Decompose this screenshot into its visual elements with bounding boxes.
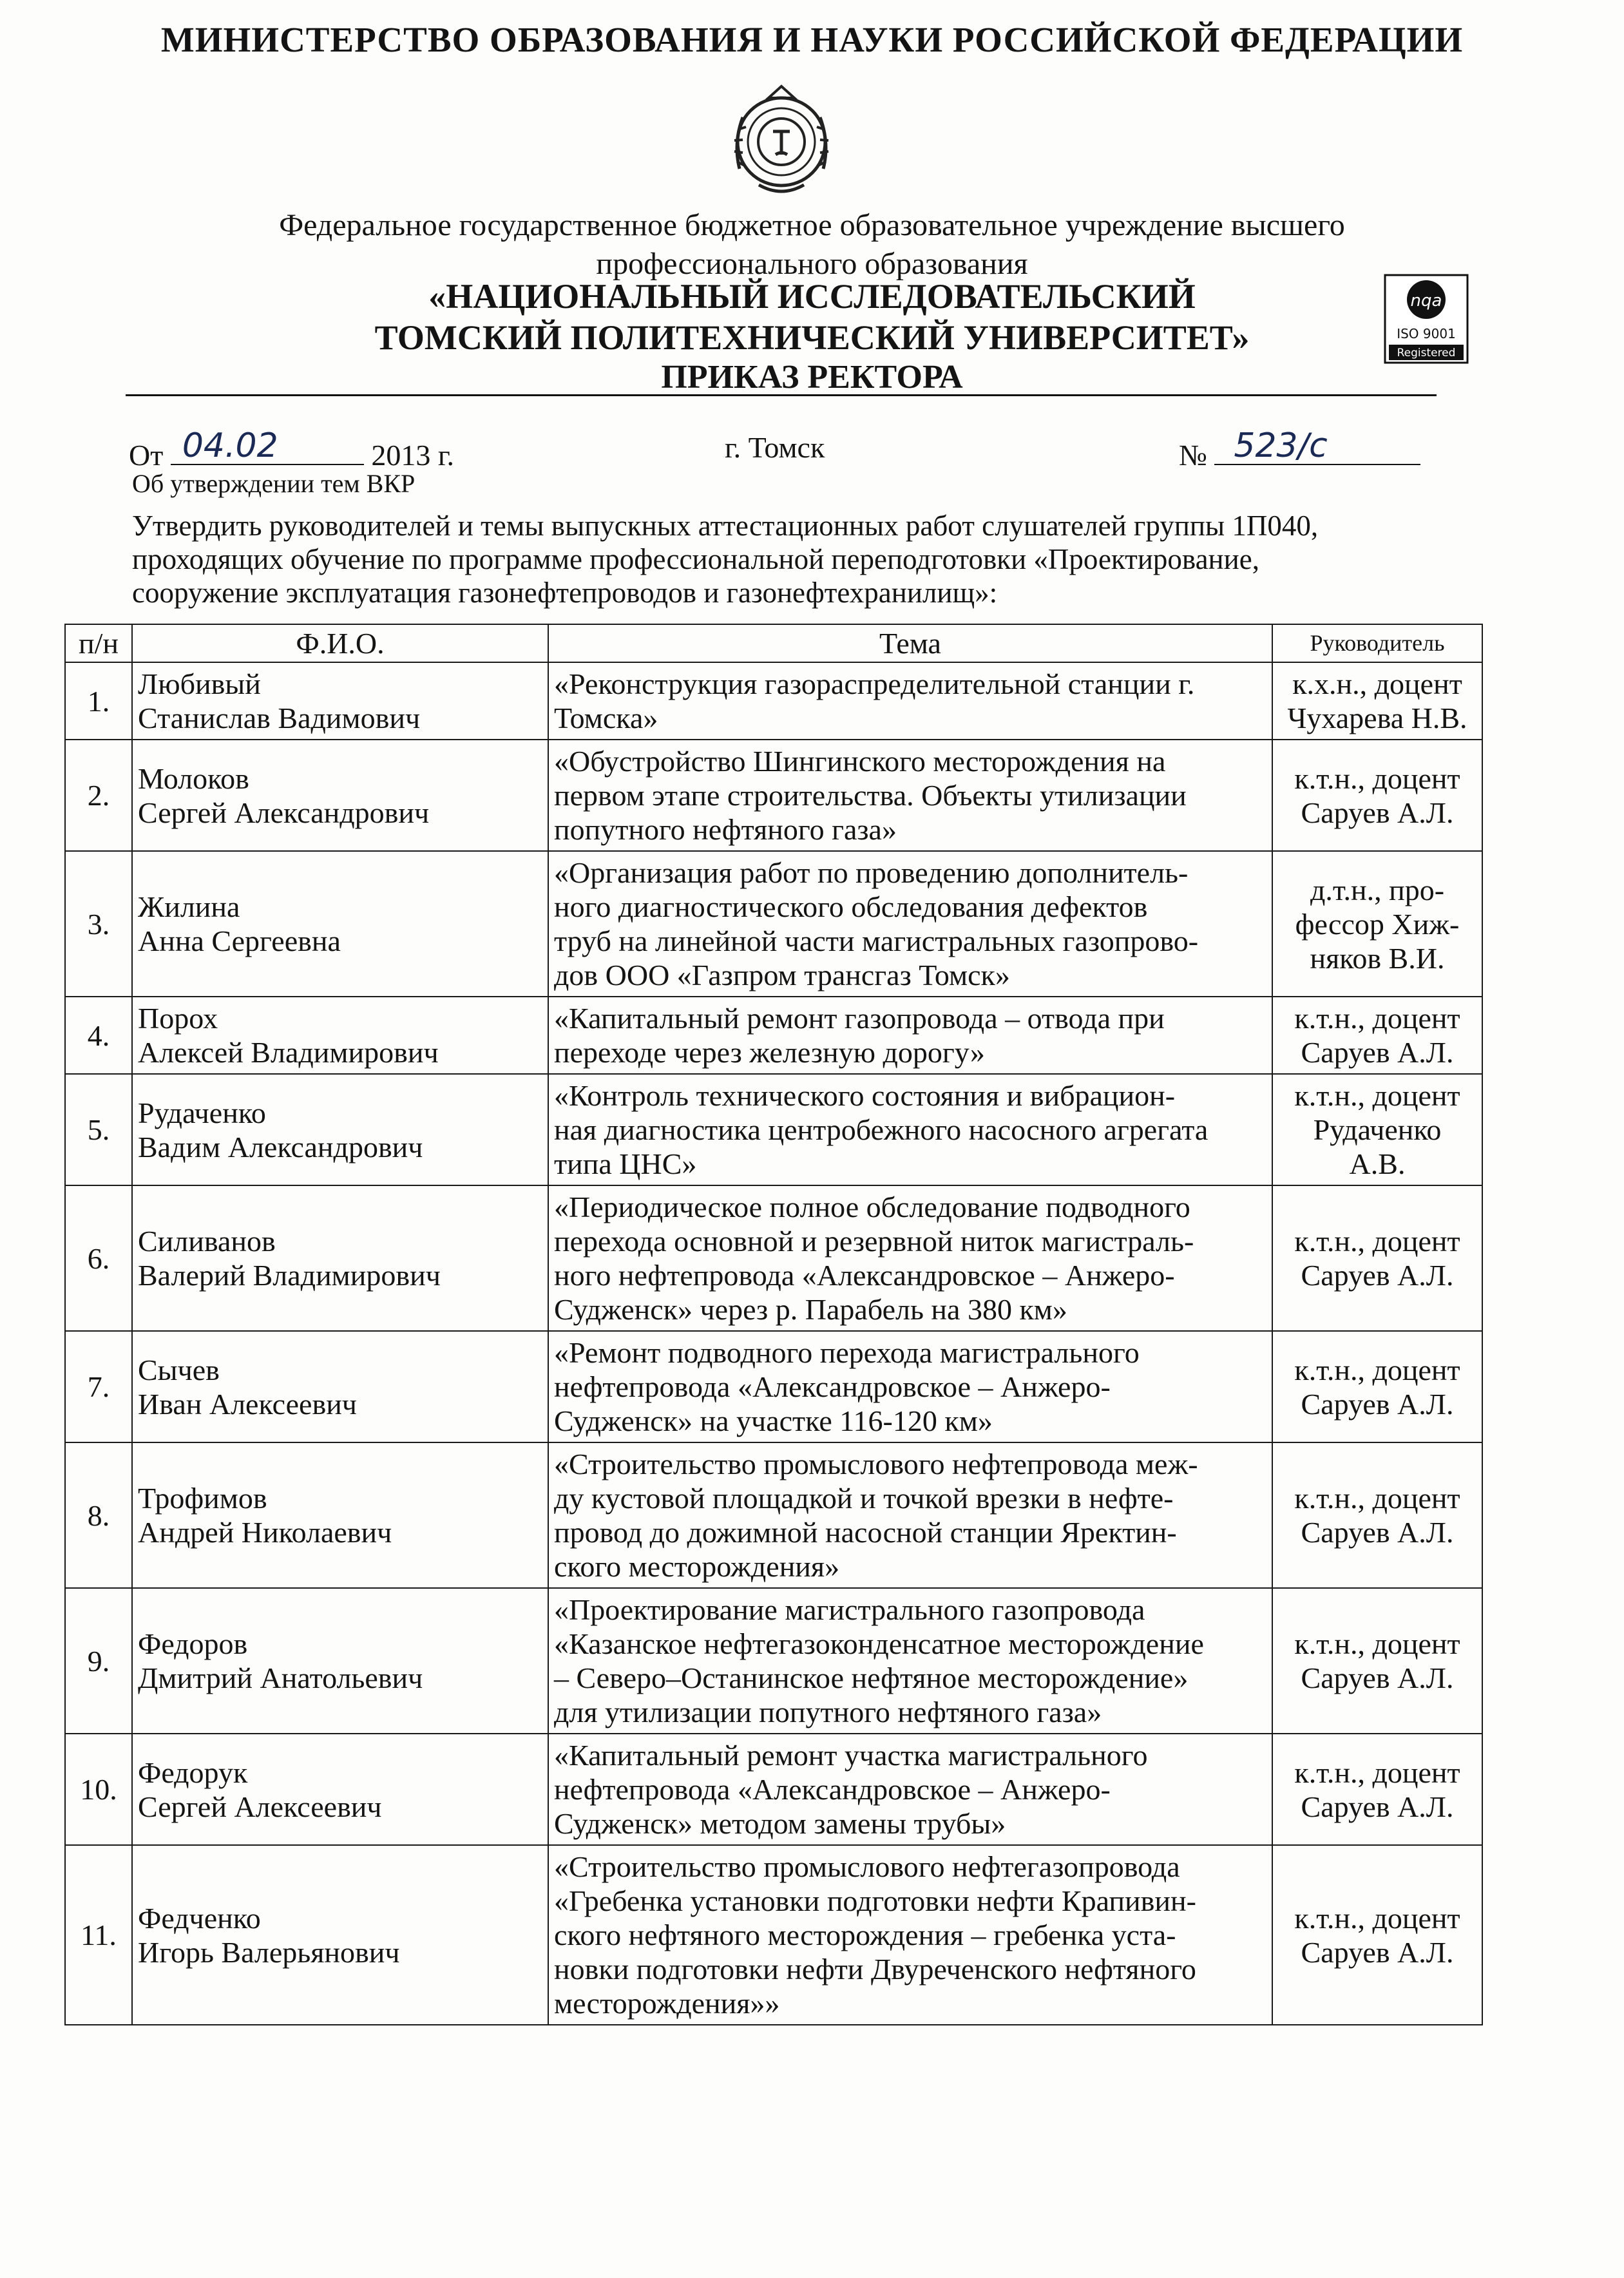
table-row [65,1588,1482,1734]
order-date-handwritten: 04.02 [182,426,278,465]
topic-line: ского месторождения» [554,1550,840,1583]
supervisor-line: Рудаченко [1313,1113,1442,1146]
supervisor-line: Чухарева Н.В. [1287,702,1467,734]
supervisor [1272,740,1482,851]
order-intro: Утвердить руководителей и темы выпускных аттестационных работ слушателей группы 1П040, проходящих обучение по программе профессиональной переподготовки «Проектирование, сооружение эксплуатация газонефтепроводов и газонефтехранилищ»: [132,510,1319,609]
topic-line: «Капитальный ремонт участка магистрального [554,1739,1148,1772]
row-number: 8. [65,1442,132,1588]
supervisor [1272,1331,1482,1442]
thesis-topic [548,997,1272,1074]
student-name [132,1074,548,1185]
topic-line: нефтепровода «Александровское – Анжеро- [554,1773,1111,1806]
document-type: ПРИКАЗ РЕКТОРА [661,359,963,396]
student-given: Сергей Александрович [138,796,430,829]
supervisor [1272,1588,1482,1734]
table-row [65,1442,1482,1588]
supervisor-line: к.т.н., доцент [1294,761,1460,795]
svg-text:ISO 9001: ISO 9001 [1397,326,1456,341]
thesis-topic [548,1845,1272,2025]
thesis-topic [548,1074,1272,1185]
topic-line: «Ремонт подводного перехода магистрального [554,1336,1140,1369]
student-name [132,851,548,997]
supervisor-line: А.В. [1349,1147,1406,1180]
topic-line: ного нефтепровода «Александровское – Анжеро- [554,1259,1175,1292]
student-name [132,740,548,851]
topic-line: «Строительство промыслового нефтепровода меж- [554,1448,1198,1480]
supervisor [1272,851,1482,997]
student-surname: Трофимов [138,1482,267,1515]
topic-line: попутного нефтяного газа» [554,813,897,846]
supervisor-line: к.т.н., доцент [1294,1627,1460,1660]
supervisor-line: няков В.И. [1310,941,1445,975]
svg-text:Registered: Registered [1397,347,1456,359]
topic-line: труб на линейной части магистральных газопрово- [554,924,1199,957]
supervisor [1272,662,1482,740]
topics-table [64,624,1483,2025]
header-num: п/н [65,624,132,662]
row-number: 11. [65,1845,132,2025]
topic-line: типа ЦНС» [554,1147,697,1180]
student-given: Вадим Александрович [138,1130,423,1163]
supervisor [1272,1734,1482,1845]
supervisor-line: к.т.н., доцент [1294,1353,1460,1386]
student-name [132,1845,548,2025]
supervisor-line: Саруев А.Л. [1301,1661,1454,1694]
supervisor-line: к.т.н., доцент [1294,1002,1460,1035]
student-surname: Силиванов [138,1225,276,1258]
row-number: 9. [65,1588,132,1734]
order-number: № 523/с [1179,430,1420,472]
supervisor-line: фессор Хиж- [1295,907,1460,941]
topic-line: перехода основной и резервной ниток магистраль- [554,1225,1194,1258]
thesis-topic [548,1734,1272,1845]
supervisor [1272,1074,1482,1185]
topic-line: Судженск» методом замены трубы» [554,1807,1006,1840]
row-number: 10. [65,1734,132,1845]
topic-line: новки подготовки нефти Двуреченского нефтяного [554,1953,1196,1986]
topic-line: «Организация работ по проведению дополнитель- [554,856,1189,889]
table-row [65,1734,1482,1845]
supervisor-line: к.т.н., доцент [1294,1079,1460,1112]
table-row [65,740,1482,851]
table-row [65,662,1482,740]
topic-line: дов ООО «Газпром трансгаз Томск» [554,959,1010,991]
supervisor-line: к.т.н., доцент [1294,1756,1460,1789]
topic-line: «Реконструкция газораспределительной станции г. [554,667,1195,700]
student-given: Дмитрий Анатольевич [138,1661,423,1694]
row-number: 1. [65,662,132,740]
topic-line: – Северо–Останинское нефтяное месторождение» [554,1661,1189,1694]
student-given: Андрей Николаевич [138,1516,392,1549]
topic-line: «Проектирование магистрального газопровода [554,1593,1145,1626]
university-name: «НАЦИОНАЛЬНЫЙ ИССЛЕДОВАТЕЛЬСКИЙ ТОМСКИЙ ПОЛИТЕХНИЧЕСКИЙ УНИВЕРСИТЕТ» [374,277,1250,357]
student-name [132,1588,548,1734]
topic-line: «Обустройство Шингинского месторождения на [554,745,1166,778]
student-given: Анна Сергеевна [138,924,341,957]
student-given: Станислав Вадимович [138,702,421,734]
order-subject: Об утверждении тем ВКР [132,469,416,498]
student-name [132,1185,548,1331]
student-surname: Любивый [138,667,261,700]
thesis-topic [548,1442,1272,1588]
topic-line: первом этапе строительства. Объекты утилизации [554,779,1187,812]
thesis-topic [548,851,1272,997]
student-surname: Рудаченко [138,1096,266,1129]
student-surname: Порох [138,1002,218,1035]
student-surname: Федченко [138,1901,261,1935]
topic-line: ского нефтяного месторождения – гребенка уста- [554,1919,1176,1951]
topic-line: Судженск» через р. Парабель на 380 км» [554,1293,1067,1326]
topic-line: Томска» [554,702,658,734]
thesis-topic [548,1185,1272,1331]
student-given: Алексей Владимирович [138,1036,439,1069]
topic-line: месторождения»» [554,1987,780,2020]
university-emblem-icon [714,72,849,207]
supervisor [1272,997,1482,1074]
student-name [132,997,548,1074]
table-row [65,997,1482,1074]
topic-line: Судженск» на участке 116-120 км» [554,1404,993,1437]
topic-line: «Строительство промыслового нефтегазопровода [554,1850,1180,1883]
row-number: 3. [65,851,132,997]
student-given: Валерий Владимирович [138,1259,441,1292]
topic-line: переходе через железную дорогу» [554,1036,985,1069]
header-divider [126,394,1437,396]
student-given: Иван Алексеевич [138,1387,357,1421]
supervisor-line: к.х.н., доцент [1292,667,1462,700]
table-row [65,1074,1482,1185]
row-number: 4. [65,997,132,1074]
supervisor-line: д.т.н., про- [1310,873,1445,906]
supervisor-line: к.т.н., доцент [1294,1482,1460,1515]
table-row [65,1331,1482,1442]
supervisor-line: Саруев А.Л. [1301,1935,1454,1969]
header-supervisor: Руководитель [1272,624,1482,662]
student-given: Игорь Валерьянович [138,1935,400,1969]
institution-name: Федеральное государственное бюджетное образовательное учреждение высшего профессионального образования [279,208,1345,281]
table-row [65,1845,1482,2025]
supervisor-line: Саруев А.Л. [1301,1036,1454,1069]
student-given: Сергей Алексеевич [138,1790,382,1823]
student-name [132,1734,548,1845]
topic-line: провод до дожимной насосной станции Яректин- [554,1516,1177,1549]
student-surname: Молоков [138,761,249,795]
topic-line: для утилизации попутного нефтяного газа» [554,1696,1102,1728]
table-row [65,851,1482,997]
student-surname: Жилина [138,890,240,923]
topic-line: ная диагностика центробежного насосного агрегата [554,1113,1208,1146]
thesis-topic [548,1588,1272,1734]
ministry-title: МИНИСТЕРСТВО ОБРАЗОВАНИЯ И НАУКИ РОССИЙСКОЙ ФЕДЕРАЦИИ [160,20,1464,59]
supervisor [1272,1845,1482,2025]
topic-line: ного диагностического обследования дефектов [554,890,1148,923]
svg-text:nqa: nqa [1410,291,1442,311]
supervisor-line: Саруев А.Л. [1301,1259,1454,1292]
order-number-handwritten: 523/с [1234,426,1328,465]
student-surname: Федоров [138,1627,248,1660]
order-date: От 04.02 2013 г. [129,426,455,472]
table-header-row [65,624,1482,662]
supervisor-line: Саруев А.Л. [1301,796,1454,829]
row-number: 6. [65,1185,132,1331]
supervisor-line: к.т.н., доцент [1294,1901,1460,1935]
supervisor-line: Саруев А.Л. [1301,1387,1454,1421]
row-number: 7. [65,1331,132,1442]
topic-line: «Капитальный ремонт газопровода – отвода при [554,1002,1165,1035]
topic-line: «Казанское нефтегазоконденсатное месторождение [554,1627,1204,1660]
student-surname: Сычев [138,1353,220,1386]
header-name: Ф.И.О. [132,624,548,662]
iso-9001-logo-icon [1384,274,1469,364]
table-row [65,1185,1482,1331]
topic-line: «Гребенка установки подготовки нефти Крапивин- [554,1884,1196,1917]
supervisor [1272,1442,1482,1588]
thesis-topic [548,740,1272,851]
student-name [132,1331,548,1442]
student-name [132,1442,548,1588]
supervisor [1272,1185,1482,1331]
topic-line: «Периодическое полное обследование подводного [554,1191,1190,1223]
supervisor-line: Саруев А.Л. [1301,1790,1454,1823]
thesis-topic [548,1331,1272,1442]
student-surname: Федорук [138,1756,248,1789]
student-name [132,662,548,740]
supervisor-line: к.т.н., доцент [1294,1225,1460,1258]
topic-line: ду кустовой площадкой и точкой врезки в нефте- [554,1482,1174,1515]
topic-line: нефтепровода «Александровское – Анжеро- [554,1370,1111,1403]
topic-line: «Контроль технического состояния и вибрацион- [554,1079,1176,1112]
order-city: г. Томск [725,431,825,464]
supervisor-line: Саруев А.Л. [1301,1516,1454,1549]
row-number: 5. [65,1074,132,1185]
row-number: 2. [65,740,132,851]
header-topic: Тема [548,624,1272,662]
thesis-topic [548,662,1272,740]
